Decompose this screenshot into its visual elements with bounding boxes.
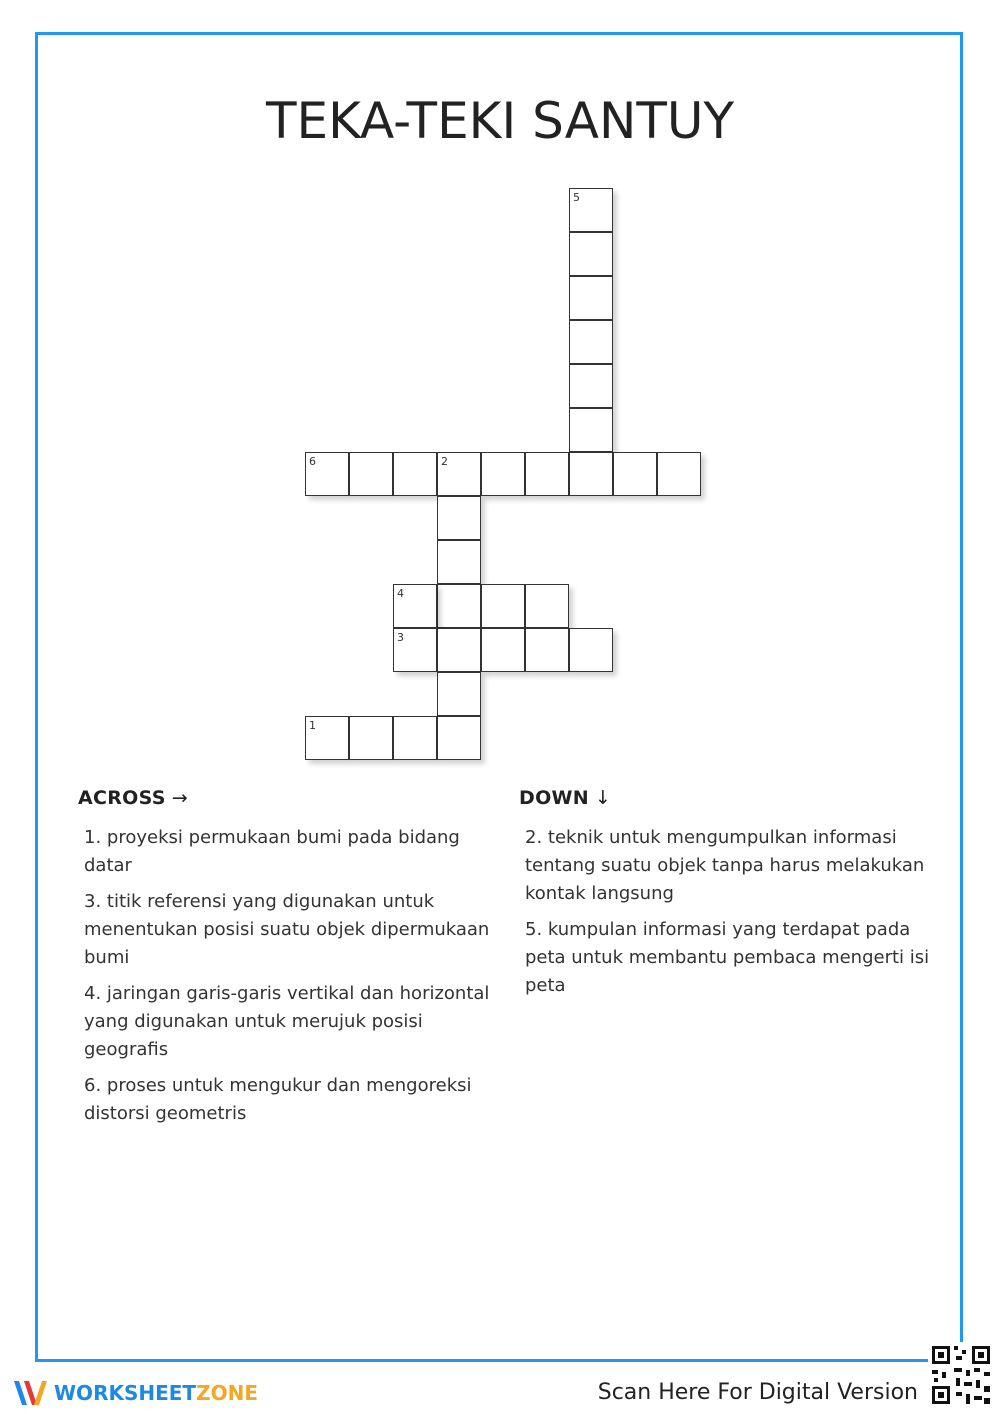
page-frame [35, 32, 963, 1362]
crossword-cell[interactable] [437, 496, 481, 540]
worksheetzone-logo[interactable] [12, 1376, 258, 1410]
crossword-cell[interactable] [349, 452, 393, 496]
down-heading [519, 787, 611, 809]
crossword-cell[interactable] [437, 628, 481, 672]
scan-text: Scan Here For Digital Version [597, 1380, 918, 1405]
crossword-cell[interactable] [525, 452, 569, 496]
cell-number: 3 [397, 631, 404, 644]
down-clue-list [525, 824, 935, 1008]
crossword-cell[interactable] [569, 320, 613, 364]
crossword-cell[interactable] [569, 364, 613, 408]
crossword-cell[interactable] [393, 716, 437, 760]
crossword-cell[interactable] [481, 452, 525, 496]
crossword-cell[interactable] [393, 628, 437, 672]
crossword-cell[interactable] [569, 232, 613, 276]
crossword-cell[interactable] [525, 628, 569, 672]
across-clue: 3. titik referensi yang digunakan untuk menentukan posisi suatu objek dipermukaan bumi [84, 891, 490, 968]
across-clue: 6. proses untuk mengukur dan mengoreksi distorsi geometris [84, 1075, 472, 1124]
crossword-cell[interactable] [437, 452, 481, 496]
crossword-cell[interactable] [569, 628, 613, 672]
arrow-down-icon: ↓ [594, 787, 612, 809]
crossword-cell[interactable] [349, 716, 393, 760]
crossword-cell[interactable] [437, 716, 481, 760]
across-heading-label: ACROSS [78, 787, 166, 809]
cell-number: 2 [441, 455, 448, 468]
crossword-cell[interactable] [305, 716, 349, 760]
cell-number: 4 [397, 587, 404, 600]
cell-number: 5 [573, 191, 580, 204]
down-clue: 2. teknik untuk mengumpulkan informasi tentang suatu objek tanpa harus melakukan kontak langsung [525, 827, 925, 904]
across-clue: 4. jaringan garis-garis vertikal dan horizontal yang digunakan untuk merujuk posisi geografis [84, 983, 490, 1060]
cell-number: 6 [309, 455, 316, 468]
cell-number: 1 [309, 719, 316, 732]
arrow-right-icon: → [171, 787, 188, 809]
crossword-cell[interactable] [569, 408, 613, 452]
crossword-cell[interactable] [525, 584, 569, 628]
crossword-cell[interactable] [437, 584, 481, 628]
across-clue-list [84, 824, 494, 1136]
crossword-cell[interactable] [569, 188, 613, 232]
page-title: TEKA-TEKI SANTUY [265, 92, 735, 150]
crossword-cell[interactable] [657, 452, 701, 496]
crossword-cell[interactable] [305, 452, 349, 496]
brand-part1: WORKSHEET [54, 1381, 197, 1405]
crossword-cell[interactable] [569, 452, 613, 496]
crossword-cell[interactable] [613, 452, 657, 496]
crossword-cell[interactable] [437, 672, 481, 716]
qr-code-icon[interactable] [928, 1342, 994, 1408]
worksheetzone-logo-icon [12, 1377, 48, 1409]
crossword-cell[interactable] [569, 276, 613, 320]
across-clue: 1. proyeksi permukaan bumi pada bidang datar [84, 827, 460, 876]
down-clue: 5. kumpulan informasi yang terdapat pada peta untuk membantu pembaca mengerti isi peta [525, 919, 930, 996]
brand-name [54, 1381, 258, 1405]
crossword-cell[interactable] [481, 584, 525, 628]
crossword-cell[interactable] [393, 452, 437, 496]
down-heading-label: DOWN [519, 787, 589, 809]
brand-part2: ZONE [196, 1381, 258, 1405]
crossword-cell[interactable] [437, 540, 481, 584]
crossword-cell[interactable] [481, 628, 525, 672]
across-heading [78, 787, 188, 809]
crossword-cell[interactable] [393, 584, 437, 628]
